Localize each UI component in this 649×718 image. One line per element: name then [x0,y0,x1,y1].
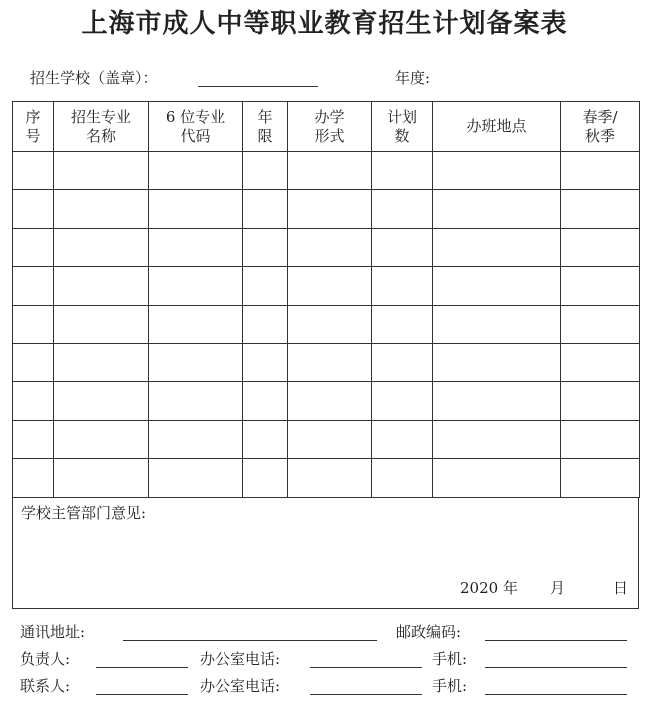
table-cell[interactable] [54,190,149,228]
table-cell[interactable] [243,267,288,305]
table-cell[interactable] [54,420,149,458]
table-row [13,420,640,458]
header-duration: 年 限 [243,102,288,152]
table-cell[interactable] [243,190,288,228]
table-cell[interactable] [433,420,561,458]
school-info-row [30,66,630,90]
header-major-code: 6 位专业 代码 [149,102,243,152]
table-cell[interactable] [54,343,149,381]
school-label: 招生学校（盖章）： [30,69,158,87]
table-cell[interactable] [288,459,372,497]
table-cell[interactable] [243,343,288,381]
table-cell[interactable] [433,305,561,343]
table-cell[interactable] [54,152,149,190]
table-cell[interactable] [243,305,288,343]
table-cell[interactable] [561,459,640,497]
address-label: 通讯地址: [20,623,86,641]
table-row [13,228,640,266]
table-cell[interactable] [433,267,561,305]
date-day: 日 [612,579,628,597]
table-cell[interactable] [288,190,372,228]
table-cell[interactable] [13,190,54,228]
table-cell[interactable] [288,228,372,266]
table-row [13,267,640,305]
table-row [13,190,640,228]
table-cell[interactable] [13,382,54,420]
contact-row-owner [20,648,635,670]
table-cell[interactable] [433,343,561,381]
table-cell[interactable] [372,228,433,266]
owner-label: 负责人: [20,650,71,668]
table-row [13,382,640,420]
postcode-input-line[interactable] [485,640,627,641]
opinion-date [460,578,628,598]
table-cell[interactable] [149,382,243,420]
table-cell[interactable] [54,228,149,266]
table-cell[interactable] [433,382,561,420]
table-row [13,459,640,497]
postcode-label: 邮政编码: [396,623,462,641]
table-cell[interactable] [54,459,149,497]
table-cell[interactable] [561,190,640,228]
table-cell[interactable] [149,152,243,190]
table-cell[interactable] [243,152,288,190]
table-body [13,152,640,498]
header-plan-count: 计划 数 [372,102,433,152]
header-major-name: 招生专业 名称 [54,102,149,152]
table-cell[interactable] [54,305,149,343]
table-cell[interactable] [372,420,433,458]
table-cell[interactable] [561,228,640,266]
table-cell[interactable] [149,190,243,228]
school-input-line[interactable] [198,86,318,87]
form-title: 上海市成人中等职业教育招生计划备案表 [81,9,568,39]
table-row [13,343,640,381]
mobile-input-line-2[interactable] [485,694,627,695]
table-cell[interactable] [288,267,372,305]
office-phone-label: 办公室电话: [200,650,281,668]
header-serial: 序 号 [13,102,54,152]
table-cell[interactable] [433,228,561,266]
table-cell[interactable] [13,228,54,266]
table-cell[interactable] [288,152,372,190]
table-cell[interactable] [13,267,54,305]
table-cell[interactable] [13,459,54,497]
table-cell[interactable] [149,343,243,381]
year-label: 年度: [395,69,431,87]
table-cell[interactable] [243,382,288,420]
table-cell[interactable] [54,267,149,305]
table-cell[interactable] [243,228,288,266]
table-cell[interactable] [372,190,433,228]
table-row [13,305,640,343]
address-input-line[interactable] [123,640,377,641]
header-season: 春季/ 秋季 [561,102,640,152]
table-cell[interactable] [433,190,561,228]
office-phone-input-line[interactable] [310,667,422,668]
table-cell[interactable] [372,152,433,190]
table-cell[interactable] [372,343,433,381]
table-header-row [13,102,640,152]
opinion-label: 学校主管部门意见: [21,504,147,522]
table-cell[interactable] [13,420,54,458]
table-cell[interactable] [149,459,243,497]
table-cell[interactable] [13,152,54,190]
liaison-label: 联系人: [20,677,71,695]
table-cell[interactable] [288,305,372,343]
table-cell[interactable] [13,305,54,343]
table-cell[interactable] [561,267,640,305]
table-cell[interactable] [561,343,640,381]
office-phone-label-2: 办公室电话: [200,677,281,695]
table-cell[interactable] [243,459,288,497]
header-location: 办班地点 [433,102,561,152]
table-cell[interactable] [54,382,149,420]
table-cell[interactable] [243,420,288,458]
table-cell[interactable] [288,343,372,381]
table-cell[interactable] [561,305,640,343]
table-cell[interactable] [149,228,243,266]
opinion-box[interactable] [12,497,639,609]
table-row [13,152,640,190]
table-cell[interactable] [561,420,640,458]
plan-table [12,101,640,498]
contact-row-address [20,621,635,643]
contact-row-liaison [20,675,635,697]
table-cell[interactable] [433,459,561,497]
table-cell[interactable] [149,305,243,343]
office-phone-input-line-2[interactable] [310,694,422,695]
table-cell[interactable] [149,420,243,458]
table-cell[interactable] [288,420,372,458]
date-year: 2020 年 [460,579,518,597]
table-cell[interactable] [433,152,561,190]
mobile-input-line[interactable] [485,667,627,668]
liaison-input-line[interactable] [96,694,188,695]
table-cell[interactable] [561,382,640,420]
date-month: 月 [549,579,565,597]
table-cell[interactable] [149,267,243,305]
table-cell[interactable] [561,152,640,190]
table-cell[interactable] [372,267,433,305]
owner-input-line[interactable] [96,667,188,668]
header-format: 办学 形式 [288,102,372,152]
table-cell[interactable] [372,382,433,420]
mobile-label: 手机: [432,650,468,668]
table-cell[interactable] [288,382,372,420]
mobile-label-2: 手机: [432,677,468,695]
table-cell[interactable] [372,305,433,343]
table-cell[interactable] [13,343,54,381]
table-cell[interactable] [372,459,433,497]
